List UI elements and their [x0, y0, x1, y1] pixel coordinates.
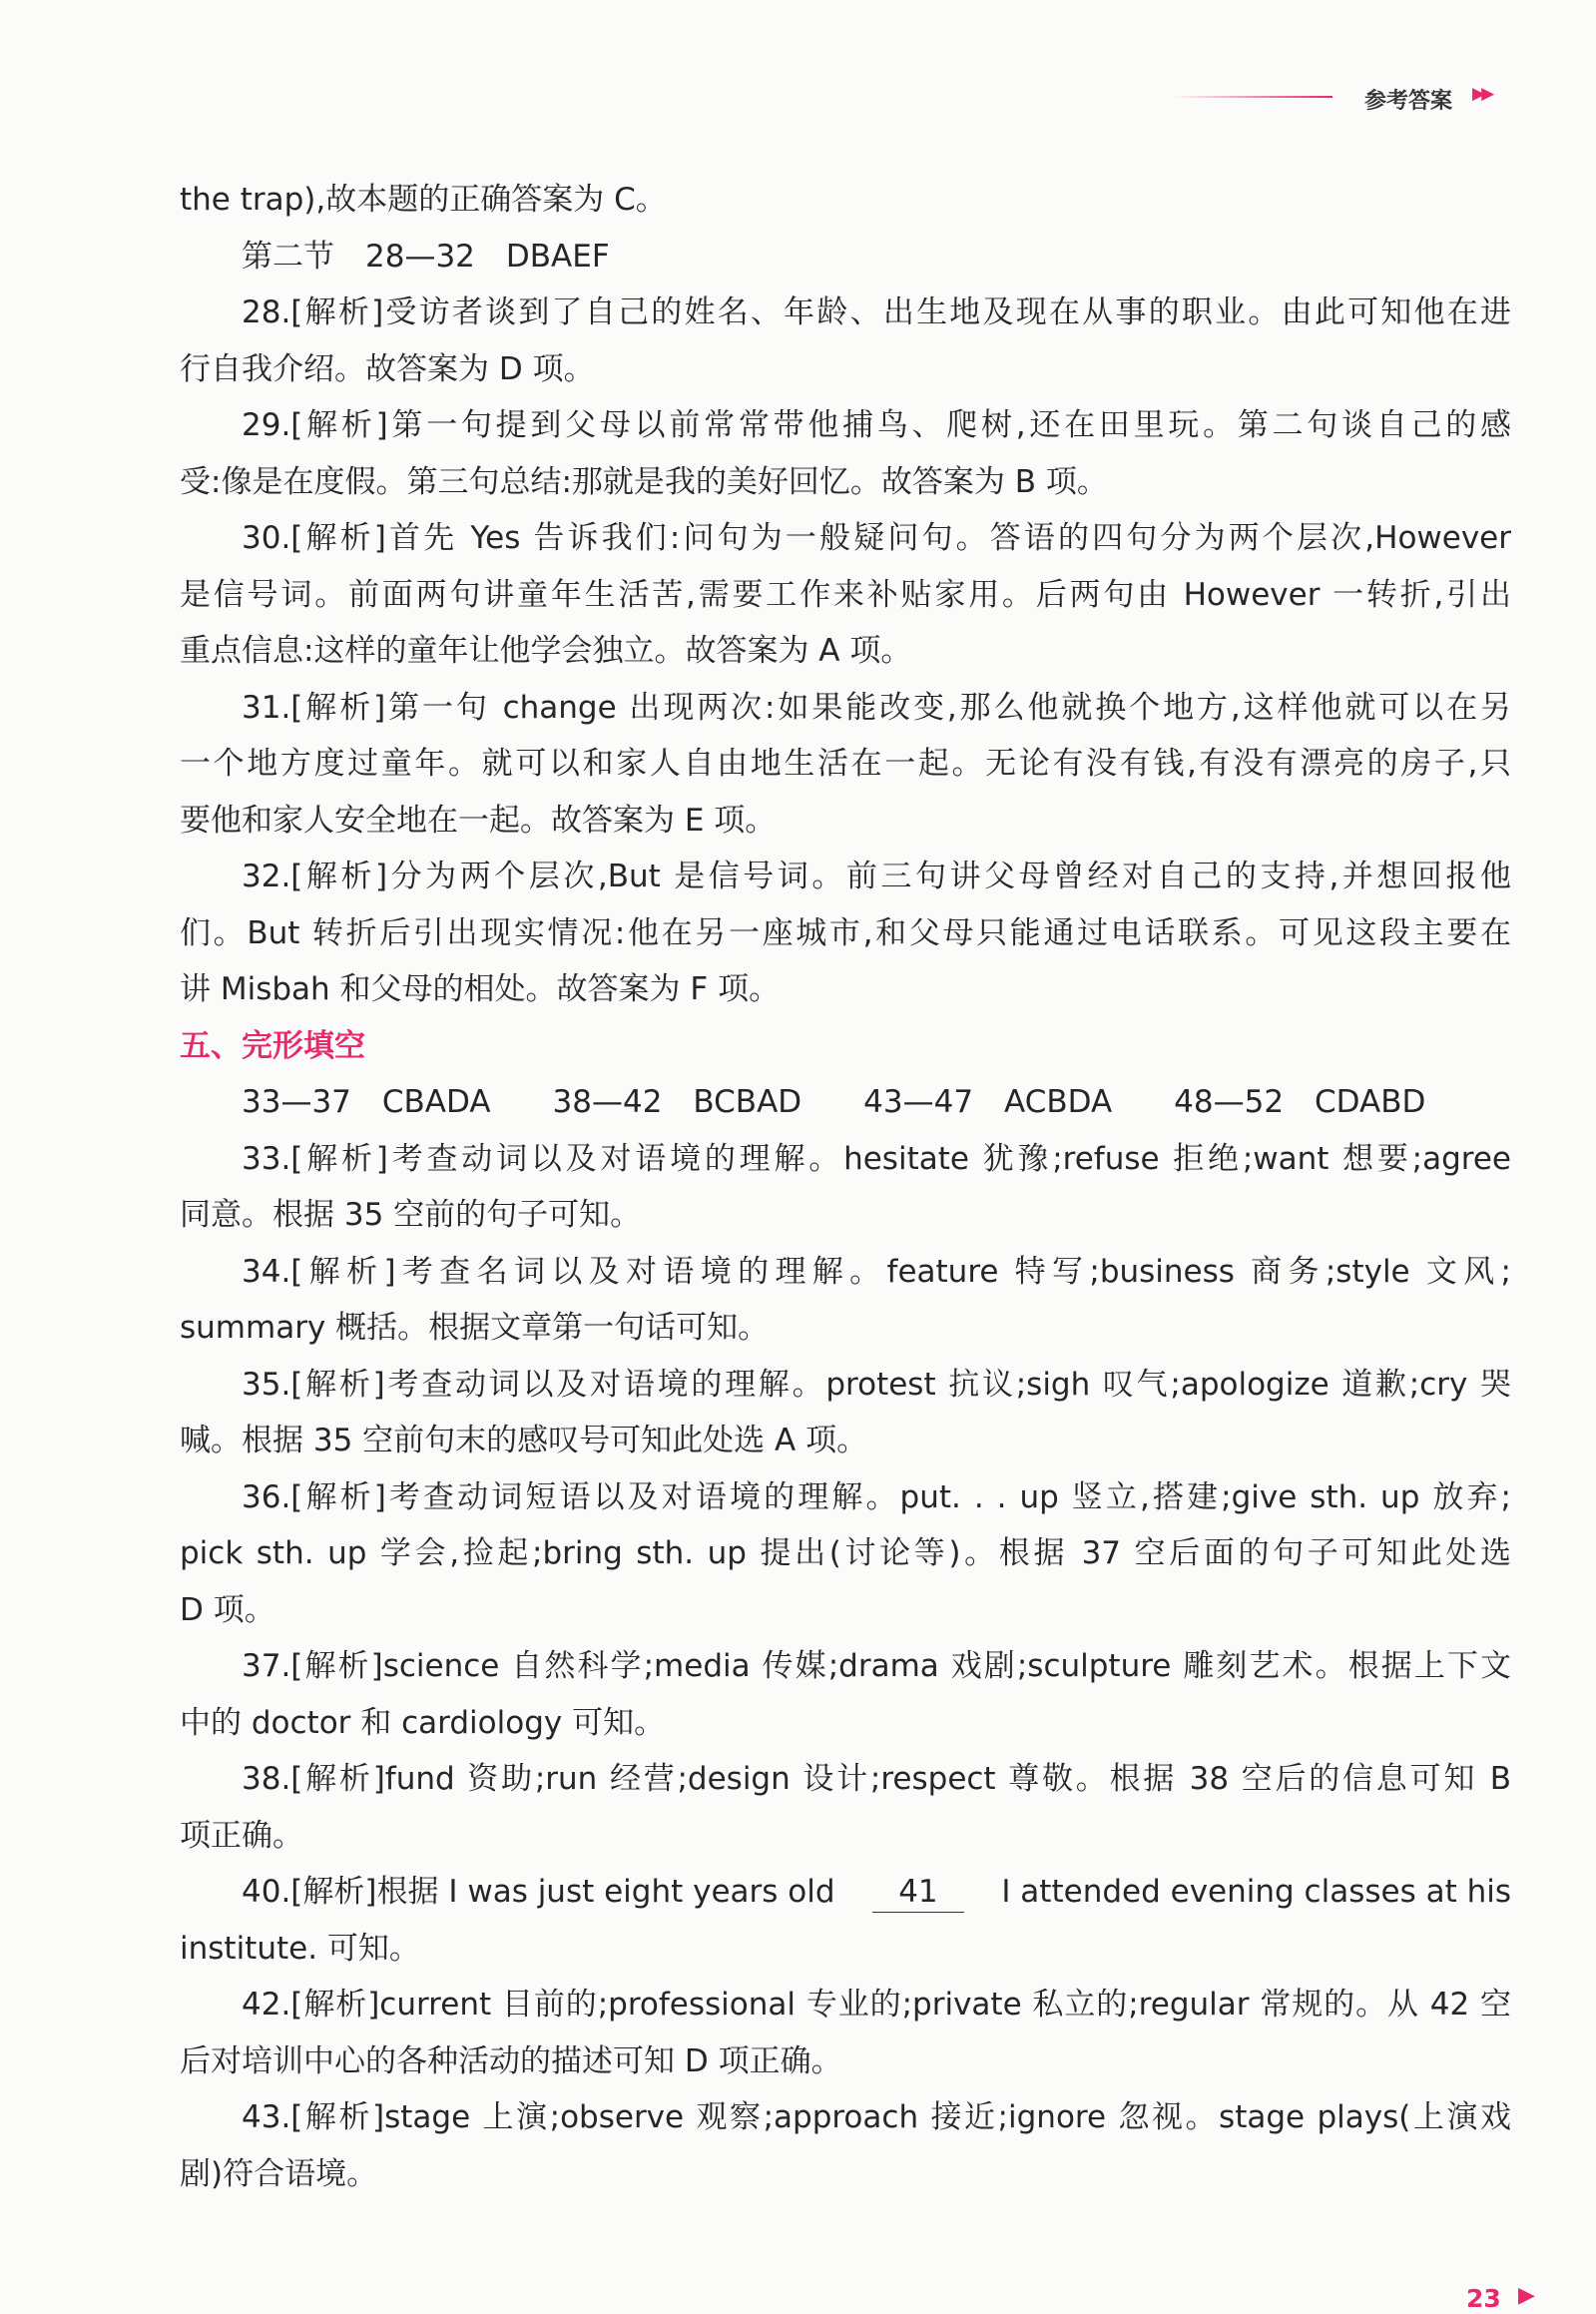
text-line: 36.[解析]考查动词短语以及对语境的理解。put. . . up 竖立,搭建;give sth. up 放弃; [242, 1478, 1511, 1515]
next-arrow-icon: ▶ [1518, 2283, 1535, 2308]
text-segment: 40.[解析]根据 I was just eight years old [242, 1874, 835, 1910]
text-line: 讲 Misbah 和父母的相处。故答案为 F 项。 [180, 971, 781, 1007]
text-line-with-blank [180, 1864, 1511, 1921]
text-line: 30.[解析]首先 Yes 告诉我们:问句为一般疑问句。答语的四句分为两个层次,However [242, 520, 1511, 556]
text-line: 行自我介绍。故答案为 D 项。 [180, 350, 595, 387]
blank-41: 41 [872, 1872, 964, 1913]
text-line: 受:像是在度假。第三句总结:那就是我的美好回忆。故答案为 B 项。 [180, 463, 1108, 500]
text-line: 们。But 转折后引出现实情况:他在另一座城市,和父母只能通过电话联系。可见这段主要在 [180, 914, 1511, 951]
text-line: 29.[解析]第一句提到父母以前常常带他捕鸟、爬树,还在田里玩。第二句谈自己的感 [242, 407, 1511, 443]
text-line: 同意。根据 35 空前的句子可知。 [180, 1197, 642, 1233]
text-line: 38.[解析]fund 资助;run 经营;design 设计;respect 尊敬。根据 38 空后的信息可知 B [242, 1761, 1511, 1797]
text-line: 项正确。 [180, 1817, 303, 1854]
header-decor-line [1173, 96, 1332, 98]
section-title: 五、完形填空 [180, 1027, 365, 1064]
text-line: 后对培训中心的各种活动的描述可知 D 项正确。 [180, 2042, 842, 2079]
text-line: 剧)符合语境。 [180, 2155, 378, 2192]
text-line: 中的 doctor 和 cardiology 可知。 [180, 1704, 666, 1741]
text-line: 31.[解析]第一句 change 出现两次:如果能改变,那么他就换个地方,这样他就可以在另 [242, 689, 1511, 726]
text-line: 33.[解析]考查动词以及对语境的理解。hesitate 犹豫;refuse 拒绝;want 想要;agree [242, 1140, 1511, 1177]
text-line: 42.[解析]current 目前的;professional 专业的;private 私立的;regular 常规的。从 42 空 [242, 1987, 1511, 2023]
answer-content [180, 172, 1511, 2202]
text-line: 43.[解析]stage 上演;observe 观察;approach 接近;ignore 忽视。stage plays(上演戏 [242, 2099, 1511, 2135]
text-line: 重点信息:这样的童年让他学会独立。故答案为 A 项。 [180, 633, 912, 669]
text-line: 32.[解析]分为两个层次,But 是信号词。前三句讲父母曾经对自己的支持,并想回报他 [242, 859, 1511, 894]
text-line: 是信号词。前面两句讲童年生活苦,需要工作来补贴家用。后两句由 However 一转折,引出 [180, 576, 1511, 613]
text-line: the trap),故本题的正确答案为 C。 [180, 182, 667, 218]
text-line: 37.[解析]science 自然科学;media 传媒;drama 戏剧;sculpture 雕刻艺术。根据上下文 [242, 1648, 1511, 1684]
text-line: pick sth. up 学会,捡起;bring sth. up 提出(讨论等)。根据 37 空后面的句子可知此处选 [180, 1535, 1511, 1571]
page-number: 23 [1466, 2284, 1501, 2313]
text-line: 34.[解析]考查名词以及对语境的理解。feature 特写;business 商务;style 文风; [242, 1253, 1511, 1290]
answer-key-line: 33—37 CBADA 38—42 BCBAD 43—47 ACBDA 48—52 CDABD [242, 1084, 1426, 1120]
header-title: 参考答案 [1364, 89, 1453, 114]
section-answers: 第二节 28—32 DBAEF [242, 238, 610, 275]
text-line: 要他和家人安全地在一起。故答案为 E 项。 [180, 802, 777, 839]
text-line: 28.[解析]受访者谈到了自己的姓名、年龄、出生地及现在从事的职业。由此可知他在进 [242, 294, 1511, 330]
text-line: summary 概括。根据文章第一句话可知。 [180, 1310, 770, 1346]
text-line: 喊。根据 35 空前句末的感叹号可知此处选 A 项。 [180, 1423, 868, 1458]
text-line: 一个地方度过童年。就可以和家人自由地生活在一起。无论有没有钱,有没有漂亮的房子,只 [180, 746, 1511, 782]
header-arrow-icon: ▶▶ [1472, 84, 1491, 104]
text-line: 35.[解析]考查动词以及对语境的理解。protest 抗议;sigh 叹气;apologize 道歉;cry 哭 [242, 1366, 1511, 1403]
text-line: D 项。 [180, 1591, 275, 1628]
text-segment: I attended evening classes at his [1001, 1874, 1511, 1910]
text-line: institute. 可知。 [180, 1930, 420, 1967]
